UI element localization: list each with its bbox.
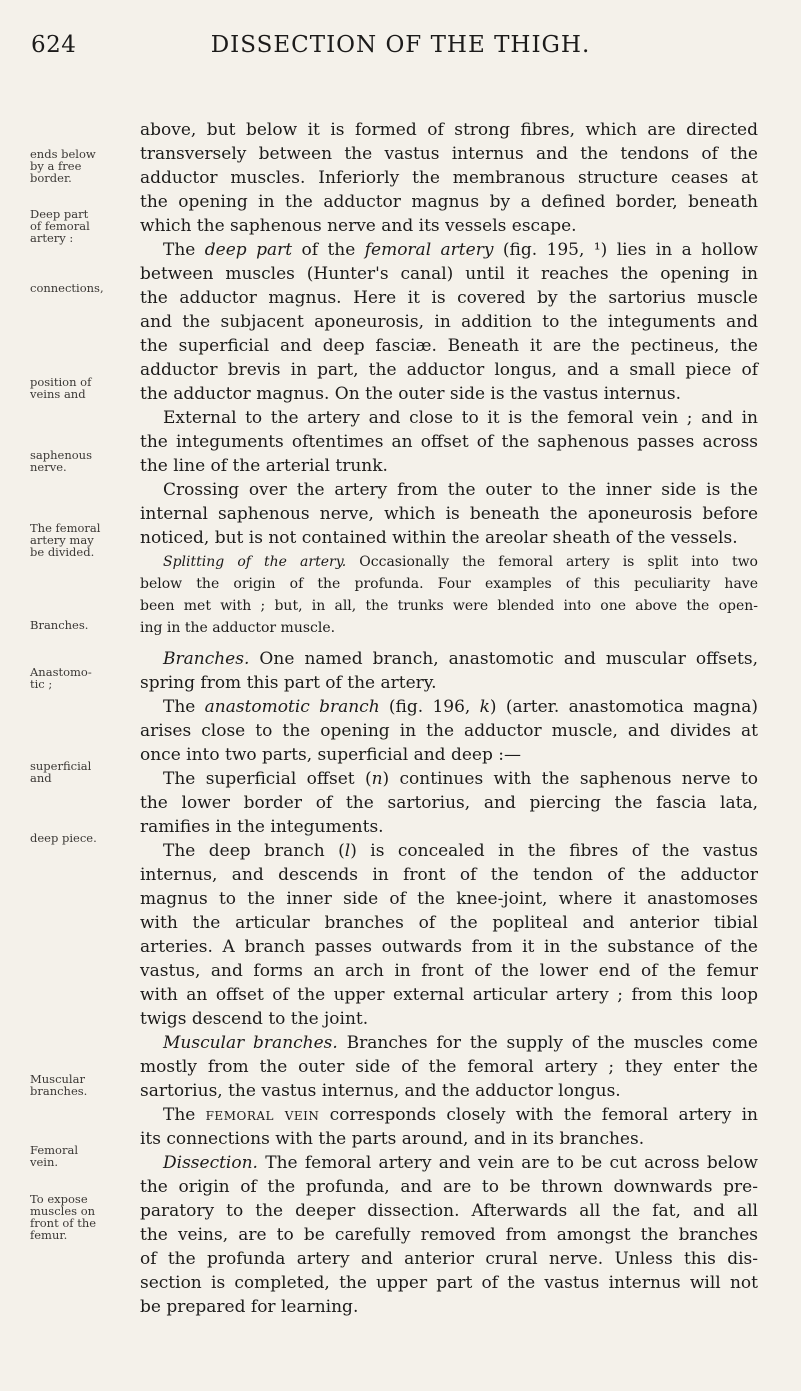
text-line: section is completed, the upper part of the vastus internus will not <box>140 1273 758 1293</box>
text-segment: The <box>163 240 205 260</box>
text-line: and the subjacent aponeurosis, in addition to the integuments and <box>140 312 758 332</box>
margin-note-line: Branches. <box>30 618 89 632</box>
text-line: twigs descend to the joint. <box>140 1009 369 1029</box>
text-line <box>163 553 758 572</box>
margin-note <box>30 1193 102 1241</box>
text-segment: Branches for the supply of the muscles come <box>337 1033 758 1053</box>
margin-note <box>30 376 102 400</box>
text-line <box>163 647 758 671</box>
text-segment: (fig. 196, <box>379 697 480 717</box>
text-line: the line of the arterial trunk. <box>140 456 388 476</box>
margin-note-line: branches. <box>30 1084 88 1098</box>
text-line: the lower border of the sartorius, and piercing the fascia lata, <box>140 793 758 813</box>
text-segment: Occasionally the femoral artery is split into two <box>346 554 758 570</box>
margin-note-line: Muscular <box>30 1072 85 1086</box>
text-segment: ) is concealed in the fibres of the vastus <box>350 841 758 861</box>
text-line: the superficial and deep fasciæ. Beneath it are the pectineus, the <box>140 336 758 356</box>
text-segment: The <box>163 1105 206 1125</box>
margin-note-line: vein. <box>30 1155 59 1169</box>
text-line: ing in the adductor muscle. <box>140 620 336 636</box>
text-line: with the articular branches of the popliteal and anterior tibial <box>140 913 758 933</box>
text-line: mostly from the outer side of the femoral artery ; they enter the <box>140 1057 758 1077</box>
text-line: internal saphenous nerve, which is beneath the aponeurosis before <box>140 504 758 524</box>
text-segment: k <box>479 697 490 717</box>
page-header <box>0 30 801 70</box>
text-line: the opening in the adductor magnus by a defined border, beneath <box>140 192 758 212</box>
text-segment: anastomotic branch <box>204 697 380 717</box>
text-segment: The femoral artery and vein are to be cut across below <box>257 1153 758 1173</box>
text-line: sartorius, the vastus internus, and the adductor longus. <box>140 1081 621 1101</box>
margin-note <box>30 282 102 294</box>
text-segment: l <box>344 841 351 861</box>
text-line: above, but below it is formed of strong fibres, which are directed <box>140 120 758 140</box>
text-segment: Muscular branches. <box>163 1033 338 1053</box>
text-segment: of the <box>292 240 365 260</box>
margin-note-line: by a free <box>30 159 82 173</box>
margin-note <box>30 522 102 558</box>
text-line: the veins, are to be carefully removed from amongst the branches <box>140 1225 758 1245</box>
margin-note-line: saphenous <box>30 448 92 462</box>
margin-note-line: of femoral <box>30 219 90 233</box>
text-segment: femoral artery <box>364 240 494 260</box>
margin-note-line: The femoral <box>30 521 101 535</box>
text-line: be prepared for learning. <box>140 1297 359 1317</box>
running-title: DISSECTION OF THE THIGH. <box>210 32 591 58</box>
margin-note-line: veins and <box>30 387 86 401</box>
margin-note-line: To expose <box>30 1192 88 1206</box>
margin-note-line: superficial <box>30 759 92 773</box>
margin-note <box>30 832 102 844</box>
text-segment: n <box>371 769 383 789</box>
text-segment: deep part <box>204 240 293 260</box>
margin-note-line: Deep part <box>30 207 89 221</box>
text-line <box>163 1151 758 1175</box>
margin-note-line: Femoral <box>30 1143 79 1157</box>
margin-note-line: artery may <box>30 533 94 547</box>
text-line: ramifies in the integuments. <box>140 817 384 837</box>
text-segment: The superficial offset ( <box>163 769 372 789</box>
margin-note-line: nerve. <box>30 460 67 474</box>
text-line: Crossing over the artery from the outer to the inner side is the <box>163 480 758 500</box>
margin-note-line: front of the <box>30 1216 97 1230</box>
margin-note-line: tic ; <box>30 677 53 691</box>
margin-note <box>30 619 102 631</box>
text-segment: The <box>163 697 205 717</box>
text-line: the integuments oftentimes an offset of the saphenous passes across <box>140 432 758 452</box>
margin-note <box>30 666 102 690</box>
text-line: the adductor magnus. On the outer side is the vastus internus. <box>140 384 682 404</box>
text-segment: One named branch, anastomotic and muscular offsets, <box>249 649 758 669</box>
text-line: spring from this part of the artery. <box>140 673 437 693</box>
text-segment: ) continues with the saphenous nerve to <box>382 769 759 789</box>
text-line: External to the artery and close to it is the femoral vein ; and in <box>163 408 758 428</box>
margin-note <box>30 449 102 473</box>
text-line: noticed, but is not contained within the areolar sheath of the vessels. <box>140 528 738 548</box>
text-line: internus, and descends in front of the tendon of the adductor <box>140 865 758 885</box>
margin-note-line: position of <box>30 375 92 389</box>
margin-note <box>30 1144 102 1168</box>
text-line: once into two parts, superficial and deep :— <box>140 745 521 765</box>
text-line: arises close to the opening in the adductor muscle, and divides at <box>140 721 758 741</box>
margin-note-line: be divided. <box>30 545 95 559</box>
margin-note-line: muscles on <box>30 1204 96 1218</box>
text-line: the adductor magnus. Here it is covered by the sartorius muscle <box>140 288 758 308</box>
margin-note <box>30 760 102 784</box>
text-line: of the profunda artery and anterior crural nerve. Unless this dis- <box>140 1249 758 1269</box>
text-line: magnus to the inner side of the knee-joint, where it anastomoses <box>140 889 758 909</box>
margin-note-line: ends below <box>30 147 96 161</box>
text-line: arteries. A branch passes outwards from it in the substance of the <box>140 937 758 957</box>
page-number: 624 <box>31 32 77 58</box>
text-line: below the origin of the profunda. Four examples of this peculiarity have <box>140 576 758 592</box>
text-line <box>163 695 758 719</box>
text-segment: (fig. 195, ¹) lies in a hollow <box>493 240 758 260</box>
text-segment: Dissection. <box>163 1153 258 1173</box>
margin-note <box>30 208 102 244</box>
text-segment: Splitting of the artery. <box>163 554 347 570</box>
margin-note-line: Anastomo- <box>30 665 92 679</box>
margin-note-line: deep piece. <box>30 831 97 845</box>
text-line: transversely between the vastus internus and the tendons of the <box>140 144 758 164</box>
margin-note-line: and <box>30 771 52 785</box>
text-line: vastus, and forms an arch in front of the lower end of the femur <box>140 961 758 981</box>
text-segment: corresponds closely with the femoral artery in <box>319 1105 758 1125</box>
text-line <box>163 1103 758 1127</box>
text-line: which the saphenous nerve and its vessels escape. <box>140 216 577 236</box>
text-segment: ) (arter. anastomotica magna) <box>489 697 758 717</box>
text-line: its connections with the parts around, and in its branches. <box>140 1129 645 1149</box>
margin-note-line: femur. <box>30 1228 68 1242</box>
margin-note-line: border. <box>30 171 72 185</box>
margin-note <box>30 1073 102 1097</box>
text-line <box>163 1031 758 1055</box>
text-line: with an offset of the upper external articular artery ; from this loop <box>140 985 758 1005</box>
text-line: adductor brevis in part, the adductor longus, and a small piece of <box>140 360 758 380</box>
text-segment: Branches. <box>163 649 250 669</box>
margin-note <box>30 148 102 184</box>
text-line <box>163 767 758 791</box>
text-line: adductor muscles. Inferiorly the membranous structure ceases at <box>140 168 758 188</box>
text-line: paratory to the deeper dissection. Afterwards all the fat, and all <box>140 1201 758 1221</box>
margin-note-line: connections, <box>30 281 104 295</box>
text-line <box>163 839 758 863</box>
text-segment: The deep branch ( <box>163 841 345 861</box>
text-line: between muscles (Hunter's canal) until it reaches the opening in <box>140 264 758 284</box>
text-line <box>163 238 758 262</box>
text-segment: femoral vein <box>205 1105 320 1125</box>
text-line: the origin of the profunda, and are to be thrown downwards pre- <box>140 1177 758 1197</box>
margin-note-line: artery : <box>30 231 74 245</box>
text-line: been met with ; but, in all, the trunks were blended into one above the open- <box>140 598 758 614</box>
